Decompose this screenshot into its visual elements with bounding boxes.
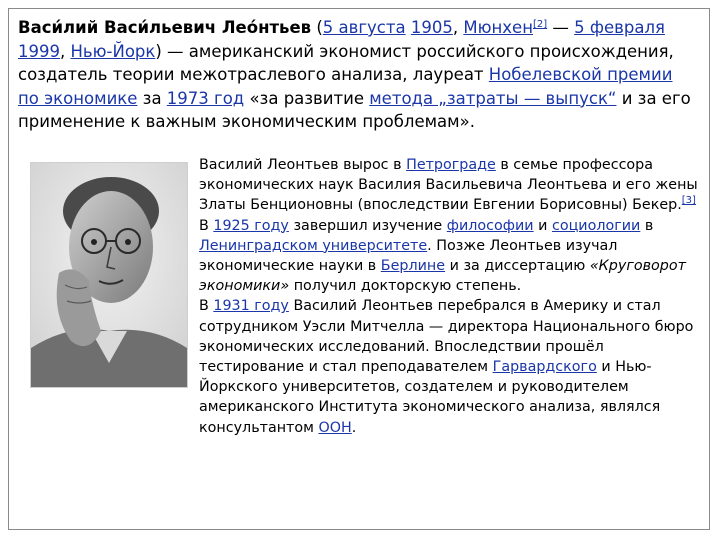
link-death-day[interactable]: 5 февраля [574,18,665,37]
body-text: завершил изучение [288,217,447,234]
lead-text: «за развитие [244,88,370,108]
lead-text: — [547,18,575,37]
body-text: в семье профессора экономических наук Василия Васильевича Леонтьева и его жены Златы Бенционовны (впоследствии Евгении Борисовны) Бекер. [199,157,698,214]
reference-2[interactable]: [2] [532,19,548,30]
link-1925[interactable]: 1925 году [213,217,289,234]
link-nobel-prize[interactable]: Нобелевской премии по экономике [18,65,673,108]
lead-text: и за его применение к важным экономическим проблемам». [18,88,691,132]
link-death-city[interactable]: Нью-Йорк [70,41,156,61]
body-text: и [533,217,552,234]
link-birth-city[interactable]: Мюнхен [463,18,533,37]
link-1931[interactable]: 1931 году [213,298,289,315]
lead-paragraph [18,16,698,134]
paragraph-career [199,296,701,437]
lead-text: , [452,18,464,37]
paragraph-education [199,216,701,297]
paragraph-childhood [199,155,701,216]
link-harvard[interactable]: Гарвардского [492,359,597,376]
thesis-title: «Круговорот экономики» [199,258,686,295]
link-death-year[interactable]: 1999 [18,41,60,61]
link-leningrad-university[interactable]: Ленинградском университете [199,237,428,254]
body-text: . [351,419,357,436]
portrait-photo [30,162,188,388]
biography-text [199,155,701,438]
lead-text: ( [311,18,323,37]
link-philosophy[interactable]: философии [446,217,534,234]
body-text: В [199,217,214,234]
lead-text: , [60,41,71,61]
link-input-output-method[interactable]: метода „затраты — выпуск“ [369,88,617,108]
body-text: Василий Леонтьев перебрался в Америку и стал сотрудником Уэсли Митчелла — директора Национального бюро экономических исследований. Впоследствии прошёл тестирование и стал преподавателем [199,298,694,376]
body-text: В [199,298,214,315]
link-sociology[interactable]: социологии [551,217,641,234]
link-birth-day[interactable]: 5 августа [322,18,406,37]
reference-3[interactable]: [3] [681,195,696,207]
body-text: и Нью-Йоркского университетов, создателем и руководителем американского Института экономического анализа, являлся консультантом [199,359,661,436]
link-petrograd[interactable]: Петрограде [406,157,496,173]
body-text: получил докторскую степень. [289,278,522,295]
body-text: и за диссертацию [445,258,590,275]
body-text: . Позже Леонтьев изучал экономические науки в [199,237,618,275]
lead-text: ) — американский экономист российского происхождения, создатель теории межотраслевого анализа, лауреат [18,41,674,85]
body-text: Василий Леонтьев вырос в [199,157,407,173]
link-birth-year[interactable]: 1905 [410,18,453,37]
link-berlin[interactable]: Берлине [380,258,446,275]
body-text: в [640,217,654,234]
person-name: Васи́лий Васи́льевич Лео́нтьев [18,18,312,37]
portrait-illustration [31,163,187,387]
link-prize-year[interactable]: 1973 год [166,88,245,108]
lead-text: за [137,88,167,108]
link-un[interactable]: ООН [318,419,352,436]
